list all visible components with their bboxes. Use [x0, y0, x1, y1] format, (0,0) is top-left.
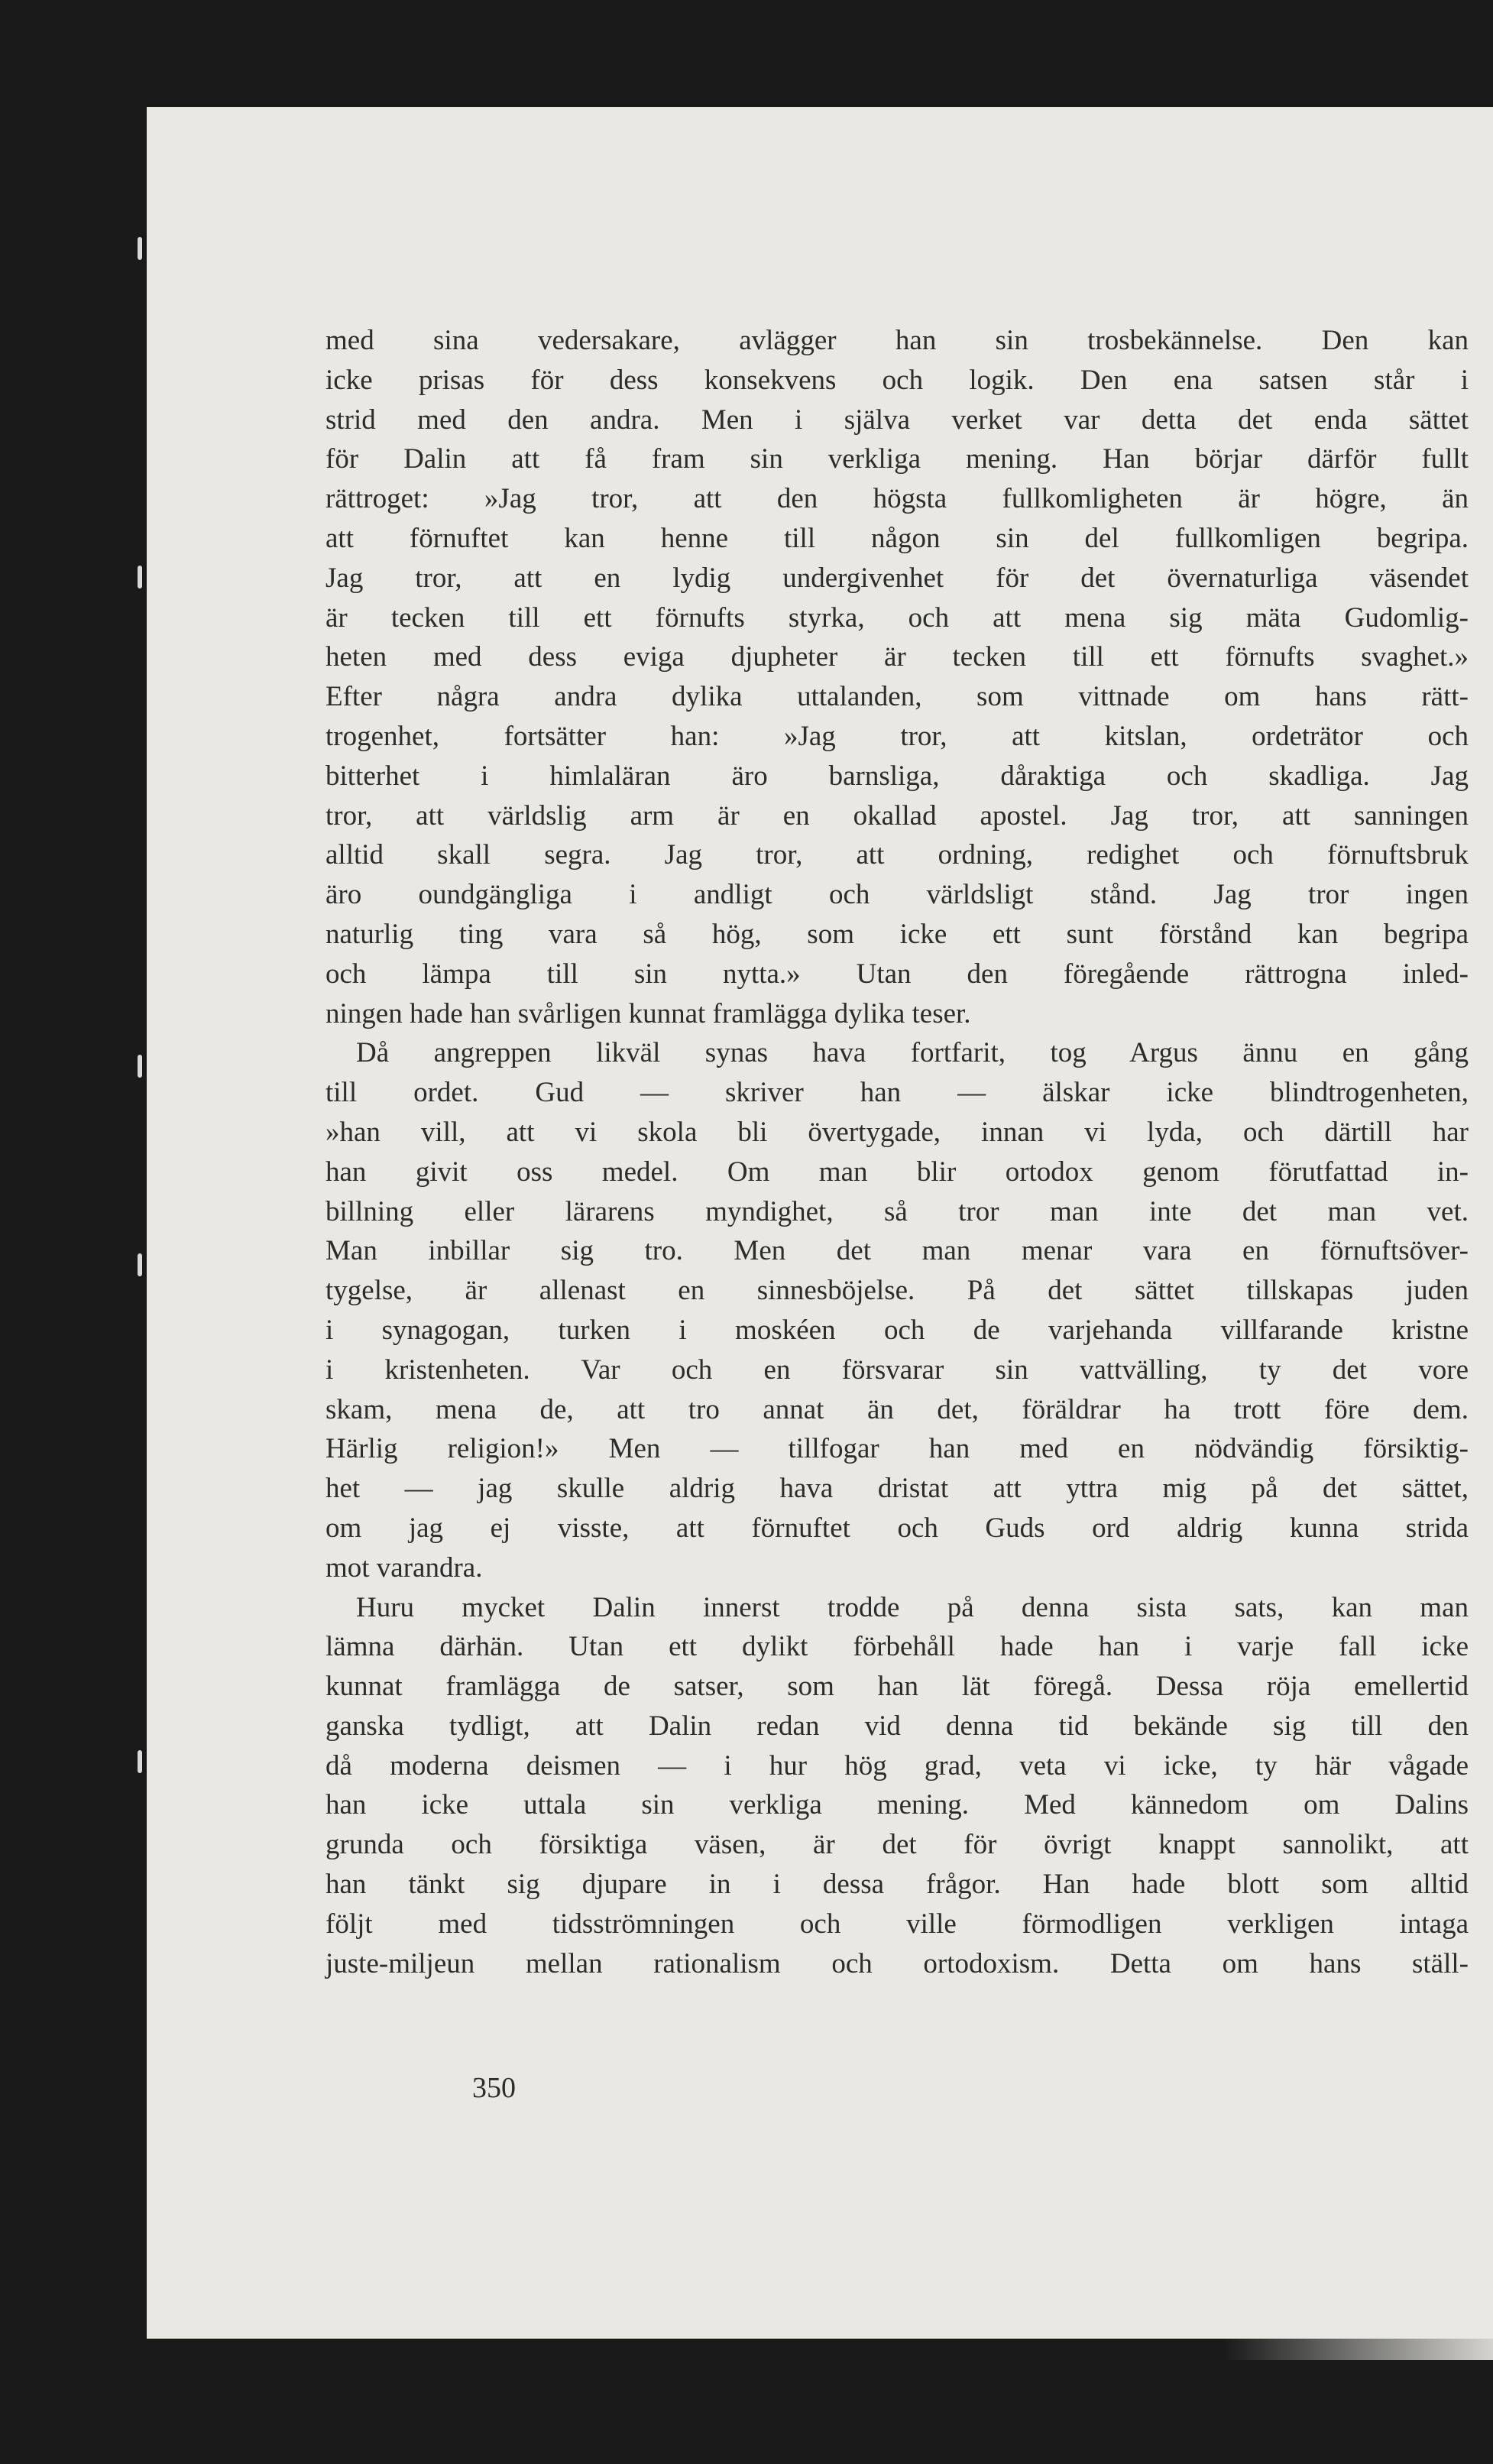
text-line: till ordet. Gud — skriver han — älskar icke blindtrogenheten,: [325, 1077, 1469, 1109]
text-line: han tänkt sig djupare in i dessa frågor. Han hade blott som alltid: [325, 1869, 1469, 1901]
text-line: kunnat framlägga de satser, som han lät föregå. Dessa röja emellertid: [325, 1671, 1469, 1703]
text-line: ganska tydligt, att Dalin redan vid denna tid bekände sig till den: [325, 1710, 1469, 1742]
text-line: han givit oss medel. Om man blir ortodox genom förutfattad in-: [325, 1156, 1469, 1188]
text-line: med sina vedersakare, avlägger han sin trosbekännelse. Den kan: [325, 325, 1469, 356]
text-line: ningen hade han svårligen kunnat framlägga dylika teser.: [325, 997, 971, 1029]
text-line: är tecken till ett förnufts styrka, och att mena sig mäta Gudomlig-: [325, 601, 1469, 634]
text-line: mot varandra.: [325, 1551, 483, 1584]
text-line: billning eller lärarens myndighet, så tror man inte det man vet.: [325, 1195, 1469, 1227]
page-number: 350: [472, 2072, 516, 2104]
text-line: följt med tidsströmningen och ville förmodligen verkligen intaga: [325, 1908, 1469, 1940]
text-line: »han vill, att vi skola bli övertygade, innan vi lyda, och därtill har: [325, 1116, 1469, 1148]
text-line: lämna därhän. Utan ett dylikt förbehåll hade han i varje fall icke: [325, 1631, 1469, 1663]
text-line: Då angreppen likväl synas hava fortfarit, tog Argus ännu en gång: [356, 1037, 1469, 1069]
text-line: tygelse, är allenast en sinnesböjelse. På det sättet tillskapas juden: [325, 1275, 1469, 1307]
text-line: och lämpa till sin nytta.» Utan den föregående rättrogna inled-: [325, 958, 1469, 990]
text-line: Huru mycket Dalin innerst trodde på denna sista sats, kan man: [356, 1591, 1469, 1623]
text-line: rättroget: »Jag tror, att den högsta fullkomligheten är högre, än: [325, 483, 1469, 515]
body-text: [325, 321, 1469, 1983]
text-line: då moderna deismen — i hur hög grad, veta vi icke, ty här vågade: [325, 1749, 1469, 1782]
text-line: i synagogan, turken i moskéen och de varjehanda villfarande kristne: [325, 1314, 1469, 1346]
text-line: han icke uttala sin verkliga mening. Med kännedom om Dalins: [325, 1789, 1469, 1821]
edge-mark: [138, 566, 142, 588]
text-line: het — jag skulle aldrig hava dristat att yttra mig på det sättet,: [325, 1473, 1469, 1505]
text-line: juste-miljeun mellan rationalism och ortodoxism. Detta om hans ställ-: [325, 1947, 1469, 1979]
text-line: Härlig religion!» Men — tillfogar han med en nödvändig försiktig-: [325, 1433, 1469, 1465]
text-line: för Dalin att få fram sin verkliga mening. Han börjar därför fullt: [325, 443, 1469, 475]
text-line: äro oundgängliga i andligt och världsligt stånd. Jag tror ingen: [325, 879, 1469, 911]
text-line: trogenhet, fortsätter han: »Jag tror, att kitslan, ordeträtor och: [325, 720, 1469, 752]
edge-mark: [138, 1750, 142, 1773]
text-line: att förnuftet kan henne till någon sin del fullkomligen begripa.: [325, 522, 1469, 554]
text-line: strid med den andra. Men i själva verket var detta det enda sättet: [325, 404, 1469, 436]
edge-mark: [138, 1253, 142, 1276]
text-line: naturlig ting vara så hög, som icke ett sunt förstånd kan begripa: [325, 918, 1469, 950]
text-line: i kristenheten. Var och en försvarar sin vattvälling, ty det vore: [325, 1354, 1469, 1386]
text-line: icke prisas för dess konsekvens och logik. Den ena satsen står i: [325, 364, 1469, 396]
edge-mark: [138, 1055, 142, 1078]
text-line: om jag ej visste, att förnuftet och Guds ord aldrig kunna strida: [325, 1512, 1469, 1544]
text-line: heten med dess eviga djupheter är tecken till ett förnufts svaghet.»: [325, 641, 1469, 673]
text-line: bitterhet i himlaläran äro barnsliga, dåraktiga och skadliga. Jag: [325, 760, 1469, 792]
text-line: tror, att världslig arm är en okallad apostel. Jag tror, att sanningen: [325, 799, 1469, 832]
text-line: alltid skall segra. Jag tror, att ordning, redighet och förnuftsbruk: [325, 839, 1469, 871]
text-line: Man inbillar sig tro. Men det man menar vara en förnuftsöver-: [325, 1235, 1469, 1267]
text-line: Efter några andra dylika uttalanden, som vittnade om hans rätt-: [325, 681, 1469, 713]
text-line: Jag tror, att en lydig undergivenhet för det övernaturliga väsendet: [325, 562, 1469, 594]
bottom-edge-streak: [1223, 2337, 1493, 2360]
text-line: grunda och försiktiga väsen, är det för övrigt knappt sannolikt, att: [325, 1829, 1469, 1861]
text-line: skam, mena de, att tro annat än det, föräldrar ha trott före dem.: [325, 1393, 1469, 1425]
edge-mark: [138, 237, 142, 260]
